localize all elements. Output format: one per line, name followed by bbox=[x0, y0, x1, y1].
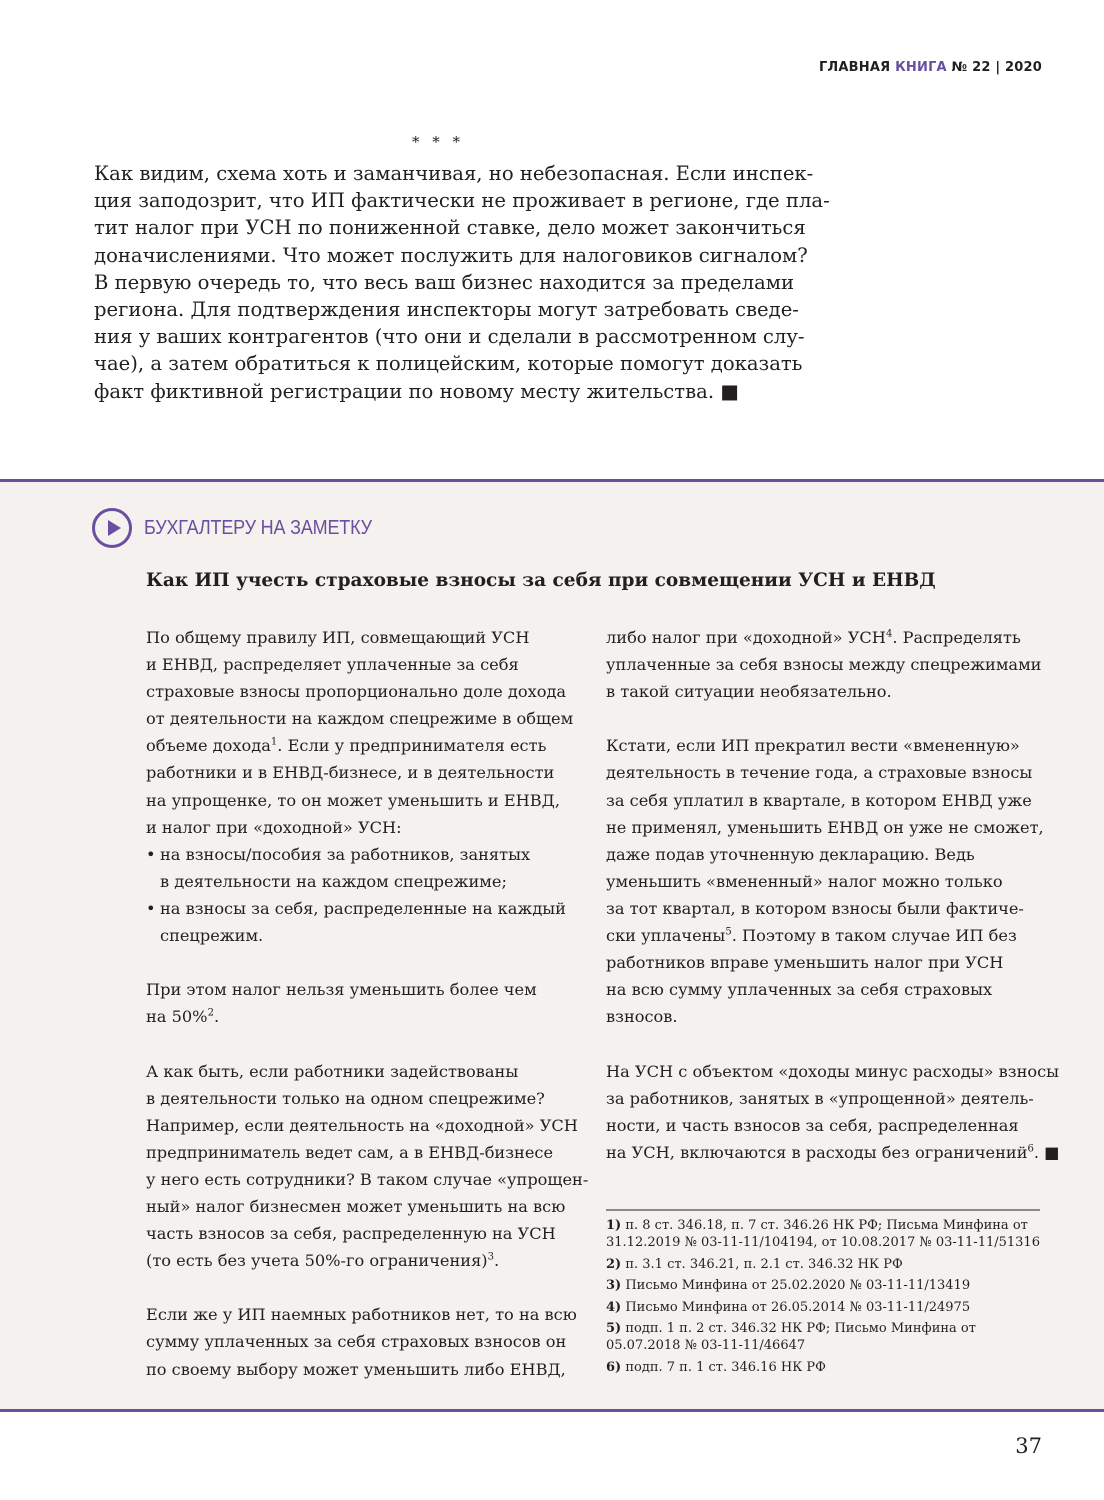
brand-accent: КНИГА bbox=[895, 60, 947, 75]
text-line: Например, если деятельность на «доходной» УСН bbox=[146, 1115, 578, 1135]
text-line: уплаченные за себя взносы между спецрежимами bbox=[606, 655, 1042, 675]
footnote-item bbox=[606, 1320, 1040, 1354]
text-line: за работников, занятых в «упрощенной» деятель- bbox=[606, 1088, 1034, 1108]
text-line: Если же у ИП наемных работников нет, то на всю bbox=[146, 1305, 577, 1325]
text-line: у него есть сотрудники? В таком случае «упрощен- bbox=[146, 1169, 589, 1189]
line-text: . bbox=[493, 1251, 500, 1271]
text-line: В первую очередь то, что весь ваш бизнес находится за пределами bbox=[94, 270, 795, 294]
footnote-text: п. 8 ст. 346.18, п. 7 ст. 346.26 НК РФ; Письма Минфина от 31.12.2019 № 03-11-11/104194, от 10.08.2017 № 03-11-11/51316 bbox=[606, 1218, 1040, 1250]
paragraph-gap bbox=[606, 1030, 1041, 1057]
text-line: региона. Для подтверждения инспекторы могут затребовать сведе- bbox=[94, 298, 799, 322]
footnote-ref: 3 bbox=[487, 1251, 494, 1263]
text-line: за тот квартал, в котором взносы были фактиче- bbox=[606, 898, 1024, 918]
line-text: на 50% bbox=[146, 1007, 208, 1027]
text-line bbox=[146, 732, 586, 759]
text-line: Как видим, схема хоть и заманчивая, но небезопасная. Если инспек- bbox=[94, 162, 814, 185]
text-line: По общему правилу ИП, совмещающий УСН bbox=[146, 628, 530, 647]
text-line: от деятельности на каждом спецрежиме в общем bbox=[146, 709, 574, 729]
bullet-icon: • bbox=[146, 844, 156, 864]
note-label: БУХГАЛТЕРУ НА ЗАМЕТКУ bbox=[144, 516, 372, 539]
text-line: Кстати, если ИП прекратил вести «вмененную» bbox=[606, 736, 1020, 756]
paragraph-gap bbox=[146, 1274, 586, 1301]
text-line: деятельность в течение года, а страховые взносы bbox=[606, 763, 1033, 783]
note-right-column bbox=[606, 624, 1060, 1166]
footnote-text: Письмо Минфина от 26.05.2014 № 03-11-11/24975 bbox=[625, 1299, 971, 1315]
footnote-number: 2) bbox=[606, 1256, 622, 1272]
text-line: предприниматель ведет сам, а в ЕНВД-бизнесе bbox=[146, 1142, 554, 1162]
footnote-ref: 4 bbox=[885, 628, 893, 640]
footnotes bbox=[606, 1209, 1040, 1380]
note-left-column bbox=[146, 624, 589, 1383]
line-text: . ■ bbox=[1033, 1142, 1060, 1162]
line-text: . bbox=[213, 1007, 220, 1027]
bullet-icon: • bbox=[146, 898, 156, 918]
footnote-text: Письмо Минфина от 25.02.2020 № 03-11-11/13419 bbox=[625, 1278, 971, 1293]
text-line: ности, и часть взносов за себя, распределенная bbox=[606, 1115, 1019, 1135]
footnote-number: 3) bbox=[606, 1278, 622, 1293]
line-text: . Если у предпринимателя есть bbox=[277, 736, 547, 756]
footnote-item bbox=[606, 1299, 1040, 1316]
brand-main: ГЛАВНАЯ bbox=[818, 60, 891, 75]
footnote-item bbox=[606, 1277, 1040, 1294]
text-line: и налог при «доходной» УСН: bbox=[146, 817, 402, 837]
text-line: не применял, уменьшить ЕНВД он уже не сможет, bbox=[606, 817, 1044, 837]
play-icon bbox=[92, 508, 132, 548]
text-line: даже подав уточненную декларацию. Ведь bbox=[606, 844, 975, 864]
section-separator: * * * bbox=[412, 133, 465, 151]
text-line: работников вправе уменьшить налог при УСН bbox=[606, 953, 1004, 973]
bullet-item bbox=[146, 895, 586, 922]
text-line bbox=[606, 922, 1041, 949]
text-line bbox=[606, 624, 1041, 651]
text-line bbox=[146, 868, 586, 895]
footnote-ref: 6 bbox=[1027, 1143, 1034, 1155]
text-line bbox=[146, 1003, 586, 1030]
text-line: по своему выбору может уменьшить либо ЕНВД, bbox=[146, 1359, 566, 1379]
text-line: в такой ситуации необязательно. bbox=[606, 682, 892, 702]
text-line: А как быть, если работники задействованы bbox=[146, 1061, 519, 1081]
text-line bbox=[146, 1247, 586, 1274]
line-text: . Распределять bbox=[892, 628, 1021, 647]
magazine-masthead bbox=[819, 60, 1042, 75]
text-line: При этом налог нельзя уменьшить более чем bbox=[146, 980, 537, 1000]
line-text: (то есть без учета 50%-го ограничения) bbox=[146, 1251, 488, 1271]
text-line: доначислениями. Что может послужить для налоговиков сигналом? bbox=[94, 243, 808, 267]
line-text: спецрежим. bbox=[160, 926, 264, 946]
text-line: на упрощенке, то он может уменьшить и ЕНВД, bbox=[146, 790, 560, 810]
text-line: чае), а затем обратиться к полицейским, которые помогут доказать bbox=[94, 352, 803, 376]
footnote-text: подп. 1 п. 2 ст. 346.32 НК РФ; Письмо Минфина от 05.07.2018 № 03-11-11/46647 bbox=[606, 1321, 976, 1353]
footnote-item bbox=[606, 1256, 1040, 1273]
footnote-item bbox=[606, 1217, 1040, 1251]
line-text: на УСН, включаются в расходы без ограничений bbox=[606, 1142, 1028, 1162]
paragraph-gap bbox=[606, 705, 1041, 732]
footnote-number: 6) bbox=[606, 1359, 622, 1375]
note-header bbox=[92, 508, 397, 548]
line-text: в деятельности на каждом спецрежиме; bbox=[160, 871, 507, 891]
accountant-note-box bbox=[0, 479, 1104, 1412]
footnote-ref: 2 bbox=[207, 1007, 214, 1019]
footnote-ref: 5 bbox=[725, 926, 732, 938]
paragraph-gap bbox=[146, 949, 586, 976]
text-line bbox=[146, 922, 586, 949]
text-line: за себя уплатил в квартале, в котором ЕНВД уже bbox=[606, 790, 1032, 810]
text-line: уменьшить «вмененный» налог можно только bbox=[606, 871, 1003, 891]
text-line: На УСН с объектом «доходы минус расходы» взносы bbox=[606, 1061, 1060, 1081]
line-text: . Поэтому в таком случае ИП без bbox=[731, 926, 1017, 946]
text-line: ция заподозрит, что ИП фактически не проживает в регионе, где пла- bbox=[94, 189, 830, 213]
note-title: Как ИП учесть страховые взносы за себя при совмещении УСН и ЕНВД bbox=[146, 570, 936, 591]
footnote-number: 4) bbox=[606, 1299, 622, 1315]
text-line: часть взносов за себя, распределенную на УСН bbox=[146, 1224, 556, 1244]
footnote-text: п. 3.1 ст. 346.21, п. 2.1 ст. 346.32 НК РФ bbox=[625, 1256, 903, 1272]
footnote-number: 5) bbox=[606, 1321, 622, 1336]
text-line: работники и в ЕНВД-бизнесе, и в деятельности bbox=[146, 763, 555, 783]
line-text: либо налог при «доходной» УСН bbox=[606, 628, 886, 647]
footnote-number: 1) bbox=[606, 1218, 622, 1233]
text-line: ный» налог бизнесмен может уменьшить на всю bbox=[146, 1196, 566, 1216]
footnote-text: подп. 7 п. 1 ст. 346.16 НК РФ bbox=[625, 1359, 826, 1375]
text-line: тит налог при УСН по пониженной ставке, дело может закончиться bbox=[94, 216, 806, 240]
line-text: на взносы за себя, распределенные на каждый bbox=[160, 898, 566, 918]
bullet-item bbox=[146, 841, 586, 868]
text-line: взносов. bbox=[606, 1007, 678, 1027]
text-line: факт фиктивной регистрации по новому месту жительства. ■ bbox=[94, 379, 739, 403]
text-line: страховые взносы пропорционально доле дохода bbox=[146, 682, 567, 702]
issue-number: № 22 | 2020 bbox=[951, 60, 1042, 75]
footnote-ref: 1 bbox=[270, 736, 278, 748]
text-line: и ЕНВД, распределяет уплаченные за себя bbox=[146, 655, 519, 675]
footnote-item bbox=[606, 1359, 1040, 1376]
line-text: ски уплачены bbox=[606, 926, 726, 946]
text-line: в деятельности только на одном спецрежиме? bbox=[146, 1088, 545, 1108]
page-number: 37 bbox=[1015, 1434, 1042, 1458]
text-line: сумму уплаченных за себя страховых взносов он bbox=[146, 1332, 567, 1352]
text-line: на всю сумму уплаченных за себя страховых bbox=[606, 980, 993, 1000]
text-line: ния у ваших контрагентов (что они и сделали в рассмотренном слу- bbox=[94, 325, 805, 349]
paragraph-gap bbox=[146, 1030, 586, 1057]
line-text: на взносы/пособия за работников, занятых bbox=[160, 844, 531, 864]
text-line bbox=[606, 1139, 1060, 1166]
line-text: объеме дохода bbox=[146, 736, 271, 756]
lead-paragraph bbox=[94, 160, 830, 405]
